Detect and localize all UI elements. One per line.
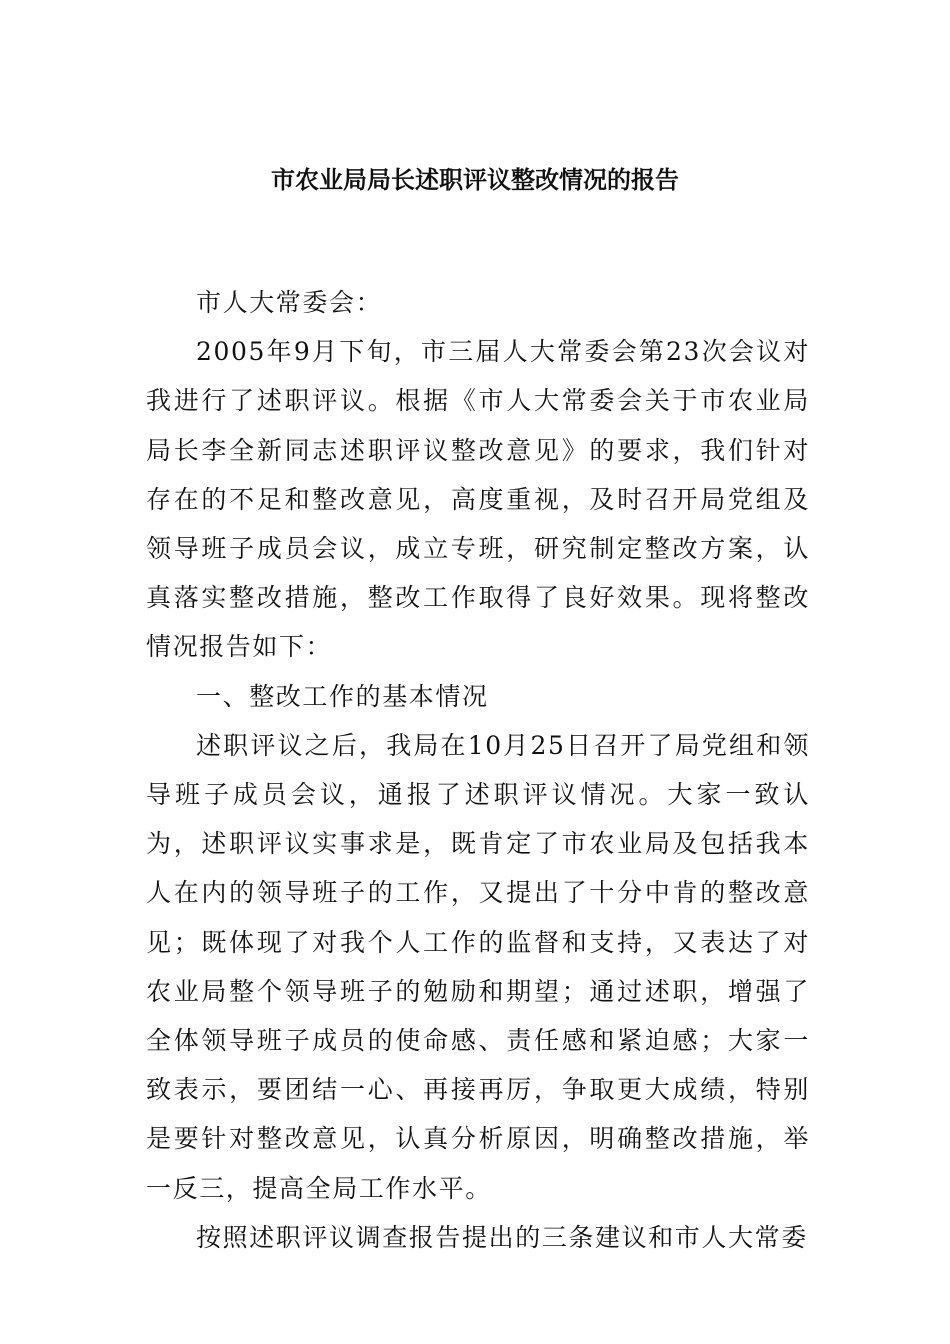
salutation: 市人大常委会： <box>196 288 383 317</box>
paragraph-continuation: 按照述职评议调查报告提出的三条建议和市人大常委 <box>196 1222 808 1252</box>
paragraph-intro: 2005年9月下旬，市三届人大常委会第23次会议对我进行了述职评议。根据《市人大常委会关于市农业局局长李全新同志述职评议整改意见》的要求，我们针对存在的不足和整改意见，高度重视，及时召开局党组及领导班子成员会议，成立专班，研究制定整改方案，认真落实整改措施，整改工作取得了良好效果。现将整改情况报告如下： <box>146 337 810 662</box>
document-title: 市农业局局长述职评议整改情况的报告 <box>271 165 679 194</box>
section-heading-1: 一、整改工作的基本情况 <box>196 681 489 711</box>
document-body <box>146 278 810 1262</box>
paragraph-situation: 述职评议之后，我局在10月25日召开了局党组和领导班子成员会议，通报了述职评议情况。大家一致认为，述职评议实事求是，既肯定了市农业局及包括我本人在内的领导班子的工作，又提出了十分中肯的整改意见；既体现了对我个人工作的监督和支持，又表达了对农业局整个领导班子的勉励和期望；通过述职，增强了全体领导班子成员的使命感、责任感和紧迫感；大家一致表示，要团结一心、再接再厉，争取更大成绩，特别是要针对整改意见，认真分析原因，明确整改措施，举一反三，提高全局工作水平。 <box>146 730 810 1203</box>
